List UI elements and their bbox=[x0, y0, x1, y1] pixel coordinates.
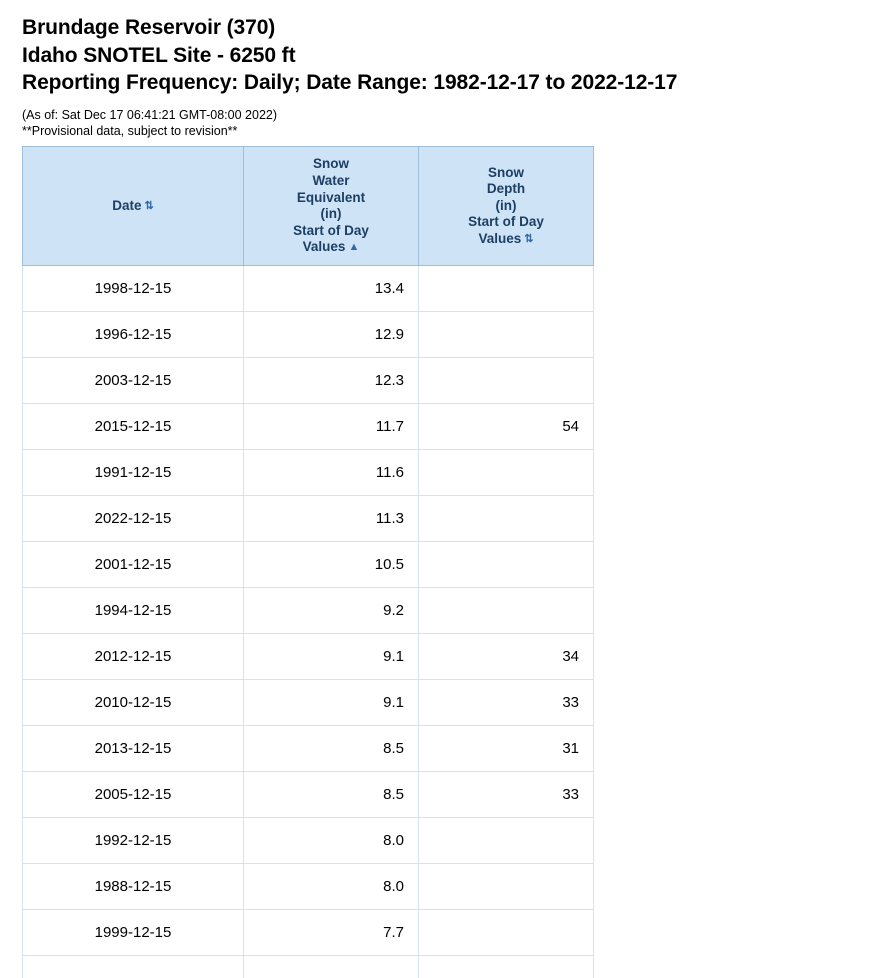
swe-line-4: (in) bbox=[320, 206, 342, 222]
table-body bbox=[23, 265, 594, 978]
swe-line-1: Snow bbox=[313, 156, 349, 172]
depth-line-5: Values bbox=[478, 231, 522, 247]
cell-date: 2012-12-15 bbox=[23, 633, 244, 679]
swe-line-5: Start of Day bbox=[293, 222, 369, 238]
table-row bbox=[23, 449, 594, 495]
table-row bbox=[23, 771, 594, 817]
cell-depth: 54 bbox=[419, 403, 594, 449]
cell-depth bbox=[419, 587, 594, 633]
cell-depth bbox=[419, 909, 594, 955]
cell-date: 1998-12-15 bbox=[23, 265, 244, 311]
table-row bbox=[23, 495, 594, 541]
table-row bbox=[23, 725, 594, 771]
sort-both-icon[interactable]: ⇅ bbox=[524, 233, 534, 246]
table-row bbox=[23, 587, 594, 633]
swe-line-6: Values bbox=[302, 239, 346, 255]
cell-swe: 9.1 bbox=[244, 633, 419, 679]
cell-depth bbox=[419, 955, 594, 978]
cell-depth bbox=[419, 265, 594, 311]
table-row bbox=[23, 541, 594, 587]
cell-swe bbox=[244, 955, 419, 978]
cell-date: 2005-12-15 bbox=[23, 771, 244, 817]
table-row bbox=[23, 817, 594, 863]
cell-swe: 12.9 bbox=[244, 311, 419, 357]
cell-swe: 11.3 bbox=[244, 495, 419, 541]
as-of-note: (As of: Sat Dec 17 06:41:21 GMT-08:00 2022) bbox=[22, 108, 278, 123]
page-title bbox=[22, 14, 892, 97]
cell-date: 2015-12-15 bbox=[23, 403, 244, 449]
cell-depth bbox=[419, 541, 594, 587]
cell-swe: 9.1 bbox=[244, 679, 419, 725]
depth-line-2: Depth bbox=[486, 181, 526, 197]
cell-date: 2022-12-15 bbox=[23, 495, 244, 541]
table-row bbox=[23, 679, 594, 725]
table-row bbox=[23, 955, 594, 978]
cell-swe: 8.5 bbox=[244, 725, 419, 771]
sort-ascending-icon[interactable]: ▲ bbox=[348, 241, 360, 254]
cell-swe: 9.2 bbox=[244, 587, 419, 633]
cell-date: 1994-12-15 bbox=[23, 587, 244, 633]
cell-depth bbox=[419, 863, 594, 909]
cell-swe: 8.5 bbox=[244, 771, 419, 817]
cell-depth: 31 bbox=[419, 725, 594, 771]
cell-swe: 11.6 bbox=[244, 449, 419, 495]
title-line-station: Brundage Reservoir (370) bbox=[22, 16, 276, 39]
report-notes bbox=[22, 108, 892, 139]
swe-line-2: Water bbox=[312, 173, 350, 188]
table-header-row bbox=[23, 147, 594, 266]
cell-swe: 13.4 bbox=[244, 265, 419, 311]
table-row bbox=[23, 265, 594, 311]
cell-swe: 12.3 bbox=[244, 357, 419, 403]
column-header-date-label: Date bbox=[112, 197, 142, 213]
depth-line-3: (in) bbox=[495, 197, 517, 213]
cell-depth bbox=[419, 449, 594, 495]
provisional-note: **Provisional data, subject to revision** bbox=[22, 123, 238, 138]
cell-swe: 8.0 bbox=[244, 817, 419, 863]
cell-date: 1988-12-15 bbox=[23, 863, 244, 909]
column-header-date[interactable] bbox=[23, 147, 244, 266]
cell-date: 1991-12-15 bbox=[23, 449, 244, 495]
cell-swe: 7.7 bbox=[244, 909, 419, 955]
title-line-site: Idaho SNOTEL Site - 6250 ft bbox=[22, 43, 296, 67]
table-row bbox=[23, 311, 594, 357]
column-header-snow-water-equivalent[interactable] bbox=[244, 147, 419, 266]
table-row bbox=[23, 403, 594, 449]
snotel-data-table bbox=[22, 146, 594, 978]
cell-date bbox=[23, 955, 244, 978]
cell-date: 2013-12-15 bbox=[23, 725, 244, 771]
cell-depth bbox=[419, 357, 594, 403]
title-line-range: Reporting Frequency: Daily; Date Range: 1982-12-17 to 2022-12-17 bbox=[22, 71, 678, 95]
cell-date: 2010-12-15 bbox=[23, 679, 244, 725]
cell-depth: 33 bbox=[419, 679, 594, 725]
cell-date: 1992-12-15 bbox=[23, 817, 244, 863]
cell-date: 1996-12-15 bbox=[23, 311, 244, 357]
cell-swe: 8.0 bbox=[244, 863, 419, 909]
cell-depth bbox=[419, 311, 594, 357]
cell-swe: 10.5 bbox=[244, 541, 419, 587]
cell-date: 2003-12-15 bbox=[23, 357, 244, 403]
depth-line-1: Snow bbox=[488, 164, 524, 180]
cell-date: 1999-12-15 bbox=[23, 909, 244, 955]
sort-both-icon[interactable]: ⇅ bbox=[144, 199, 154, 212]
cell-depth: 33 bbox=[419, 771, 594, 817]
table-row bbox=[23, 863, 594, 909]
column-header-snow-depth[interactable] bbox=[419, 147, 594, 266]
table-row bbox=[23, 357, 594, 403]
swe-line-3: Equivalent bbox=[296, 189, 366, 205]
cell-date: 2001-12-15 bbox=[23, 541, 244, 587]
depth-line-4: Start of Day bbox=[468, 214, 544, 230]
table-header bbox=[23, 147, 594, 266]
table-row bbox=[23, 909, 594, 955]
cell-depth bbox=[419, 495, 594, 541]
cell-depth: 34 bbox=[419, 633, 594, 679]
cell-swe: 11.7 bbox=[244, 403, 419, 449]
cell-depth bbox=[419, 817, 594, 863]
table-row bbox=[23, 633, 594, 679]
